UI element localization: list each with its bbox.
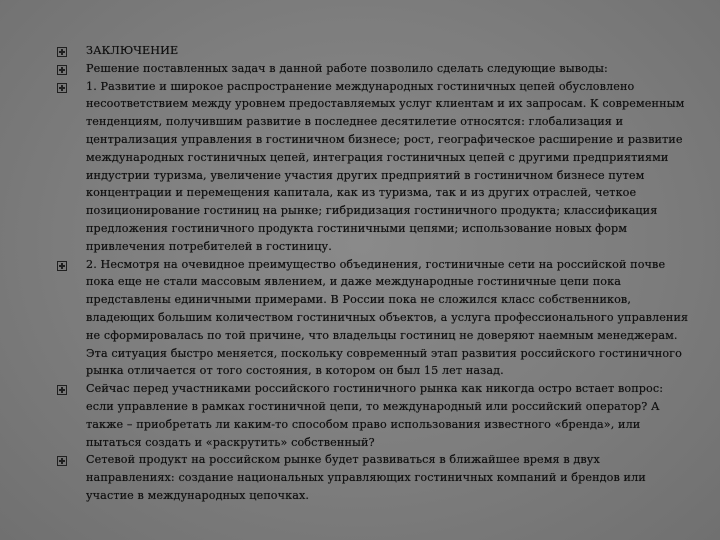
list-item [56,60,692,78]
slide-heading: ЗАКЛЮЧЕНИЕ [86,44,179,57]
conclusion-point-3: Сейчас перед участниками российского гостиничного рынка как никогда остро встает вопрос: если управление в рамках гостиничной цепи, то международный или российский оператор? А также – приобретать ли каким-то способом право использования известного «бренда», или пытаться создать и «раскрутить» собственный? [86,382,664,449]
bullet-icon [57,83,67,93]
bullet-icon [57,47,67,57]
conclusion-point-2: 2. Несмотря на очевидное преимущество объединения, гостиничные сети на российской почве пока еще не стали массовым явлением, и даже международные гостиничные цепи пока представлены единичными примерами. В России пока не сложился класс собственников, владеющих большим количеством гостиничных объектов, а услуга профессионального управления не сформировалась по той причине, что владельцы гостиниц не доверяют наемным менеджерам. Эта ситуация быстро меняется, поскольку современный этап развития российского гостиничного рынка отличается от того состояния, в котором он был 15 лет назад. [86,257,689,378]
bullet-icon [57,261,67,271]
bullet-icon [57,385,67,395]
list-item [56,451,692,504]
list-item [56,256,692,381]
list-item [56,42,692,60]
conclusion-point-4: Сетевой продукт на российском рынке будет развиваться в ближайшее время в двух направлениях: создание национальных управляющих гостиничных компаний и брендов или участие в международных цепочках. [86,453,646,502]
bullet-icon [57,65,67,75]
conclusion-point-1: 1. Развитие и широкое распространение международных гостиничных цепей обусловлено несоответствием между уровнем предоставляемых услуг клиентам и их запросам. К современным тенденциям, получившим развитие в последнее десятилетие относятся: глобализация и централизация управления в гостиничном бизнесе; рост, географическое расширение и развитие международных гостиничных цепей, интеграция гостиничных цепей с другими предприятиями индустрии туризма, увеличение участия других предприятий в гостиничном бизнесе путем концентрации и перемещения капитала, как из туризма, так и из других отраслей, четкое позиционирование гостиниц на рынке; гибридизация гостиничного продукта; классификация предложения гостиничного продукта гостиничными цепями; использование новых форм привлечения потребителей в гостиницу. [86,79,685,253]
bullet-list [56,42,692,505]
list-item [56,78,692,256]
list-item [56,380,692,451]
intro-text: Решение поставленных задач в данной работе позволило сделать следующие выводы: [86,61,608,75]
bullet-icon [57,456,67,466]
